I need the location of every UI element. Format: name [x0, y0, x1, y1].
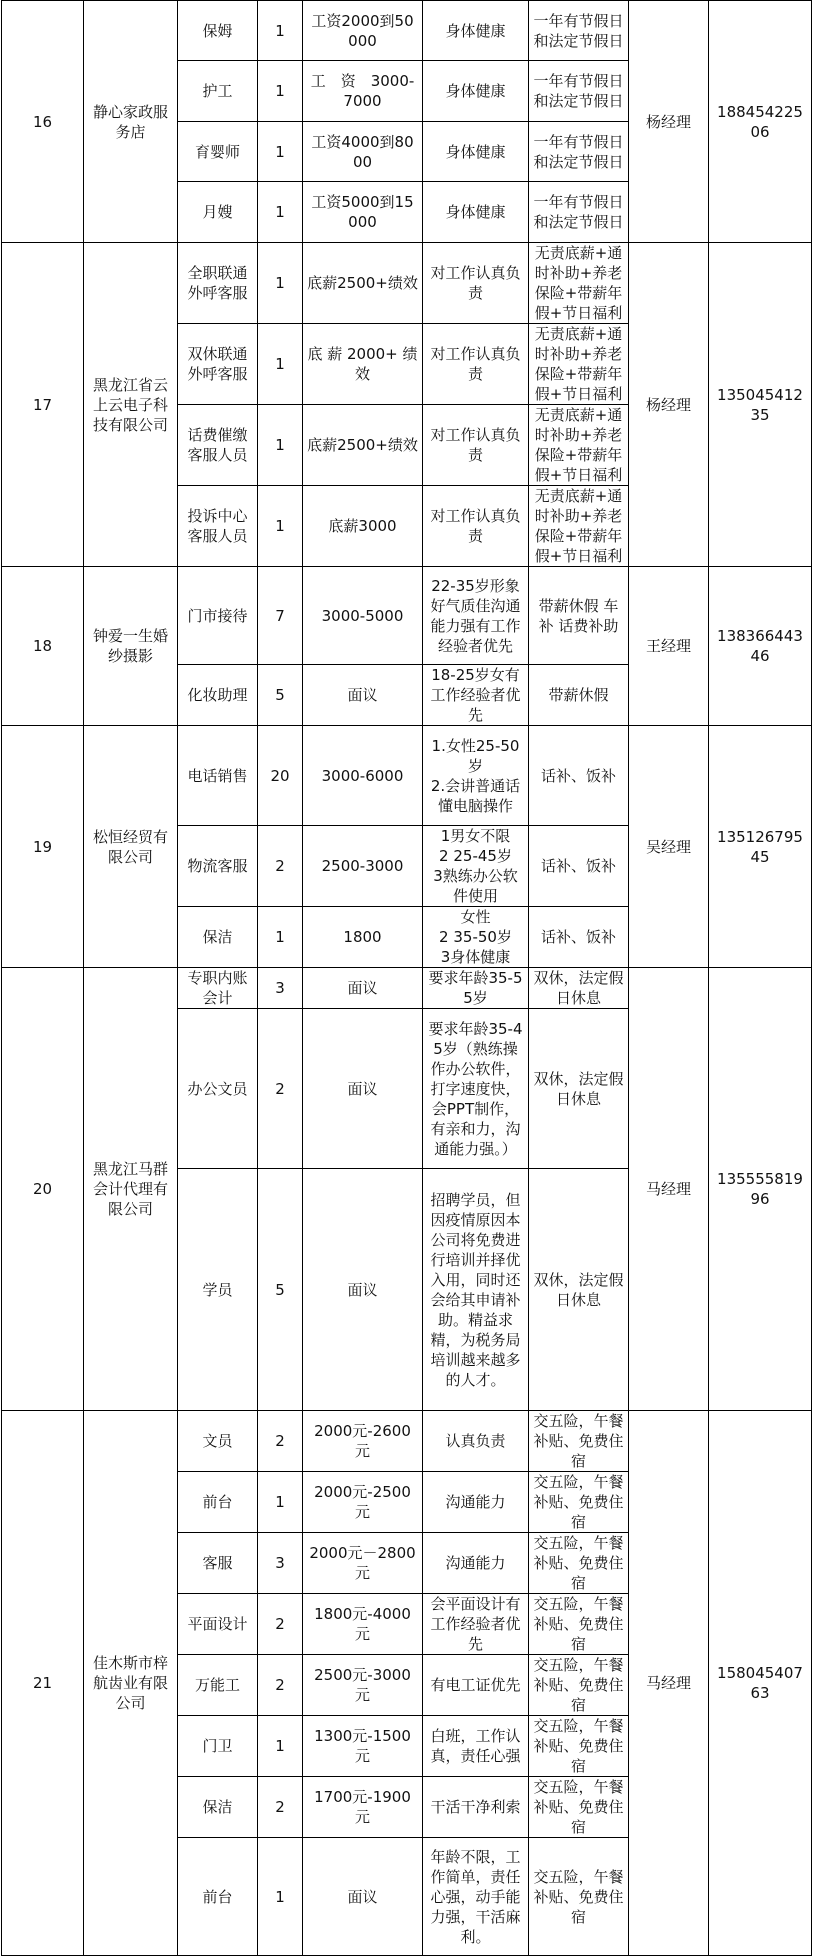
position-cell: 育婴师	[178, 122, 258, 182]
table-body	[2, 1, 812, 1956]
position-cell: 门市接待	[178, 567, 258, 665]
headcount-cell: 1	[258, 1, 303, 61]
benefit-cell: 双休，法定假日休息	[529, 1009, 629, 1169]
phone-number: 13836644346	[709, 567, 812, 726]
benefit-cell: 话补、饭补	[529, 726, 629, 826]
contact-person: 马经理	[629, 968, 709, 1411]
requirement-cell: 对工作认真负责	[423, 486, 529, 567]
salary-cell: 工资5000到15000	[303, 182, 423, 243]
requirement-cell: 女性 2 35-50岁 3身体健康	[423, 907, 529, 968]
benefit-cell: 交五险，午餐补贴、免费住宿	[529, 1472, 629, 1533]
position-cell: 前台	[178, 1838, 258, 1956]
headcount-cell: 1	[258, 1472, 303, 1533]
requirement-cell: 身体健康	[423, 182, 529, 243]
contact-person: 马经理	[629, 1411, 709, 1956]
salary-cell: 1800	[303, 907, 423, 968]
headcount-cell: 2	[258, 1777, 303, 1838]
headcount-cell: 5	[258, 665, 303, 726]
requirement-cell: 身体健康	[423, 122, 529, 182]
headcount-cell: 1	[258, 122, 303, 182]
salary-cell: 面议	[303, 665, 423, 726]
job-listing-table	[1, 0, 812, 1956]
table-row	[2, 243, 812, 324]
requirement-cell: 有电工证优先	[423, 1655, 529, 1716]
headcount-cell: 1	[258, 1838, 303, 1956]
headcount-cell: 7	[258, 567, 303, 665]
contact-person: 王经理	[629, 567, 709, 726]
requirement-cell: 年龄不限，工作简单，责任心强，动手能力强，干活麻利。	[423, 1838, 529, 1956]
table-row	[2, 1, 812, 61]
table-row	[2, 1411, 812, 1472]
headcount-cell: 1	[258, 61, 303, 122]
headcount-cell: 2	[258, 1594, 303, 1655]
table-row	[2, 726, 812, 826]
position-cell: 投诉中心客服人员	[178, 486, 258, 567]
benefit-cell: 双休，法定假日休息	[529, 968, 629, 1009]
salary-cell: 1300元-1500元	[303, 1716, 423, 1777]
salary-cell: 底薪3000	[303, 486, 423, 567]
headcount-cell: 20	[258, 726, 303, 826]
benefit-cell: 一年有节假日和法定节假日	[529, 61, 629, 122]
table-row	[2, 567, 812, 665]
company-number: 16	[2, 1, 84, 243]
salary-cell: 面议	[303, 1009, 423, 1169]
position-cell: 物流客服	[178, 826, 258, 907]
position-cell: 办公文员	[178, 1009, 258, 1169]
salary-cell: 2000元-2600元	[303, 1411, 423, 1472]
benefit-cell: 一年有节假日和法定节假日	[529, 182, 629, 243]
company-number: 18	[2, 567, 84, 726]
requirement-cell: 会平面设计有工作经验者优先	[423, 1594, 529, 1655]
requirement-cell: 干活干净利索	[423, 1777, 529, 1838]
position-cell: 双休联通外呼客服	[178, 324, 258, 405]
company-name: 松恒经贸有限公司	[84, 726, 178, 968]
position-cell: 文员	[178, 1411, 258, 1472]
headcount-cell: 2	[258, 826, 303, 907]
headcount-cell: 1	[258, 324, 303, 405]
benefit-cell: 双休，法定假日休息	[529, 1169, 629, 1411]
salary-cell: 底薪2500+绩效	[303, 405, 423, 486]
position-cell: 电话销售	[178, 726, 258, 826]
headcount-cell: 1	[258, 1716, 303, 1777]
benefit-cell: 交五险，午餐补贴、免费住宿	[529, 1411, 629, 1472]
company-number: 17	[2, 243, 84, 567]
position-cell: 月嫂	[178, 182, 258, 243]
headcount-cell: 2	[258, 1655, 303, 1716]
phone-number: 13504541235	[709, 243, 812, 567]
headcount-cell: 2	[258, 1009, 303, 1169]
salary-cell: 2500元-3000元	[303, 1655, 423, 1716]
salary-cell: 3000-6000	[303, 726, 423, 826]
salary-cell: 底 薪 2000+ 绩效	[303, 324, 423, 405]
salary-cell: 面议	[303, 968, 423, 1009]
contact-person: 吴经理	[629, 726, 709, 968]
requirement-cell: 沟通能力	[423, 1533, 529, 1594]
headcount-cell: 5	[258, 1169, 303, 1411]
benefit-cell: 交五险，午餐补贴、免费住宿	[529, 1838, 629, 1956]
benefit-cell: 一年有节假日和法定节假日	[529, 1, 629, 61]
company-number: 21	[2, 1411, 84, 1956]
salary-cell: 3000-5000	[303, 567, 423, 665]
company-name: 钟爱一生婚纱摄影	[84, 567, 178, 726]
requirement-cell: 对工作认真负责	[423, 243, 529, 324]
salary-cell: 面议	[303, 1838, 423, 1956]
position-cell: 保姆	[178, 1, 258, 61]
table-row	[2, 968, 812, 1009]
benefit-cell: 无责底薪+通时补助+养老保险+带薪年假+节日福利	[529, 486, 629, 567]
company-number: 20	[2, 968, 84, 1411]
requirement-cell: 18-25岁女有工作经验者优先	[423, 665, 529, 726]
requirement-cell: 身体健康	[423, 61, 529, 122]
phone-number: 15804540763	[709, 1411, 812, 1956]
benefit-cell: 无责底薪+通时补助+养老保险+带薪年假+节日福利	[529, 405, 629, 486]
benefit-cell: 带薪休假 车补 话费补助	[529, 567, 629, 665]
position-cell: 平面设计	[178, 1594, 258, 1655]
salary-cell: 2500-3000	[303, 826, 423, 907]
requirement-cell: 对工作认真负责	[423, 324, 529, 405]
company-number: 19	[2, 726, 84, 968]
headcount-cell: 3	[258, 1533, 303, 1594]
position-cell: 保洁	[178, 1777, 258, 1838]
requirement-cell: 对工作认真负责	[423, 405, 529, 486]
position-cell: 全职联通外呼客服	[178, 243, 258, 324]
company-name: 黑龙江马群会计代理有限公司	[84, 968, 178, 1411]
position-cell: 前台	[178, 1472, 258, 1533]
headcount-cell: 1	[258, 486, 303, 567]
salary-cell: 2000元-2500元	[303, 1472, 423, 1533]
benefit-cell: 无责底薪+通时补助+养老保险+带薪年假+节日福利	[529, 324, 629, 405]
company-name: 静心家政服务店	[84, 1, 178, 243]
phone-number: 13555581996	[709, 968, 812, 1411]
headcount-cell: 1	[258, 182, 303, 243]
requirement-cell: 要求年龄35-55岁	[423, 968, 529, 1009]
contact-person: 杨经理	[629, 1, 709, 243]
company-name: 佳木斯市梓航齿业有限公司	[84, 1411, 178, 1956]
salary-cell: 2000元－2800元	[303, 1533, 423, 1594]
position-cell: 门卫	[178, 1716, 258, 1777]
benefit-cell: 话补、饭补	[529, 826, 629, 907]
headcount-cell: 1	[258, 405, 303, 486]
salary-cell: 工资2000到50000	[303, 1, 423, 61]
requirement-cell: 1.女性25-50岁 2.会讲普通话 懂电脑操作	[423, 726, 529, 826]
phone-number: 13512679545	[709, 726, 812, 968]
benefit-cell: 一年有节假日和法定节假日	[529, 122, 629, 182]
salary-cell: 面议	[303, 1169, 423, 1411]
headcount-cell: 1	[258, 243, 303, 324]
benefit-cell: 话补、饭补	[529, 907, 629, 968]
salary-cell: 1700元-1900元	[303, 1777, 423, 1838]
headcount-cell: 3	[258, 968, 303, 1009]
requirement-cell: 白班，工作认真，责任心强	[423, 1716, 529, 1777]
position-cell: 化妆助理	[178, 665, 258, 726]
salary-cell: 底薪2500+绩效	[303, 243, 423, 324]
salary-cell: 工 资 3000-7000	[303, 61, 423, 122]
benefit-cell: 交五险，午餐补贴、免费住宿	[529, 1777, 629, 1838]
position-cell: 话费催缴客服人员	[178, 405, 258, 486]
salary-cell: 1800元-4000元	[303, 1594, 423, 1655]
position-cell: 保洁	[178, 907, 258, 968]
contact-person: 杨经理	[629, 243, 709, 567]
position-cell: 学员	[178, 1169, 258, 1411]
position-cell: 客服	[178, 1533, 258, 1594]
requirement-cell: 22-35岁形象好气质佳沟通能力强有工作经验者优先	[423, 567, 529, 665]
benefit-cell: 交五险，午餐补贴、免费住宿	[529, 1533, 629, 1594]
company-name: 黑龙江省云上云电子科技有限公司	[84, 243, 178, 567]
requirement-cell: 身体健康	[423, 1, 529, 61]
requirement-cell: 1男女不限 2 25-45岁 3熟练办公软件使用	[423, 826, 529, 907]
benefit-cell: 交五险，午餐补贴、免费住宿	[529, 1594, 629, 1655]
position-cell: 专职内账会计	[178, 968, 258, 1009]
headcount-cell: 2	[258, 1411, 303, 1472]
position-cell: 万能工	[178, 1655, 258, 1716]
requirement-cell: 要求年龄35-45岁（熟练操作办公软件，打字速度快，会PPT制作，有亲和力，沟通能力强。）	[423, 1009, 529, 1169]
position-cell: 护工	[178, 61, 258, 122]
salary-cell: 工资4000到8000	[303, 122, 423, 182]
benefit-cell: 交五险，午餐补贴、免费住宿	[529, 1655, 629, 1716]
benefit-cell: 交五险，午餐补贴、免费住宿	[529, 1716, 629, 1777]
phone-number: 18845422506	[709, 1, 812, 243]
requirement-cell: 沟通能力	[423, 1472, 529, 1533]
benefit-cell: 带薪休假	[529, 665, 629, 726]
requirement-cell: 认真负责	[423, 1411, 529, 1472]
headcount-cell: 1	[258, 907, 303, 968]
benefit-cell: 无责底薪+通时补助+养老保险+带薪年假+节日福利	[529, 243, 629, 324]
requirement-cell: 招聘学员，但因疫情原因本公司将免费进行培训并择优入用，同时还会给其申请补助。精益求精，为税务局培训越来越多的人才。	[423, 1169, 529, 1411]
